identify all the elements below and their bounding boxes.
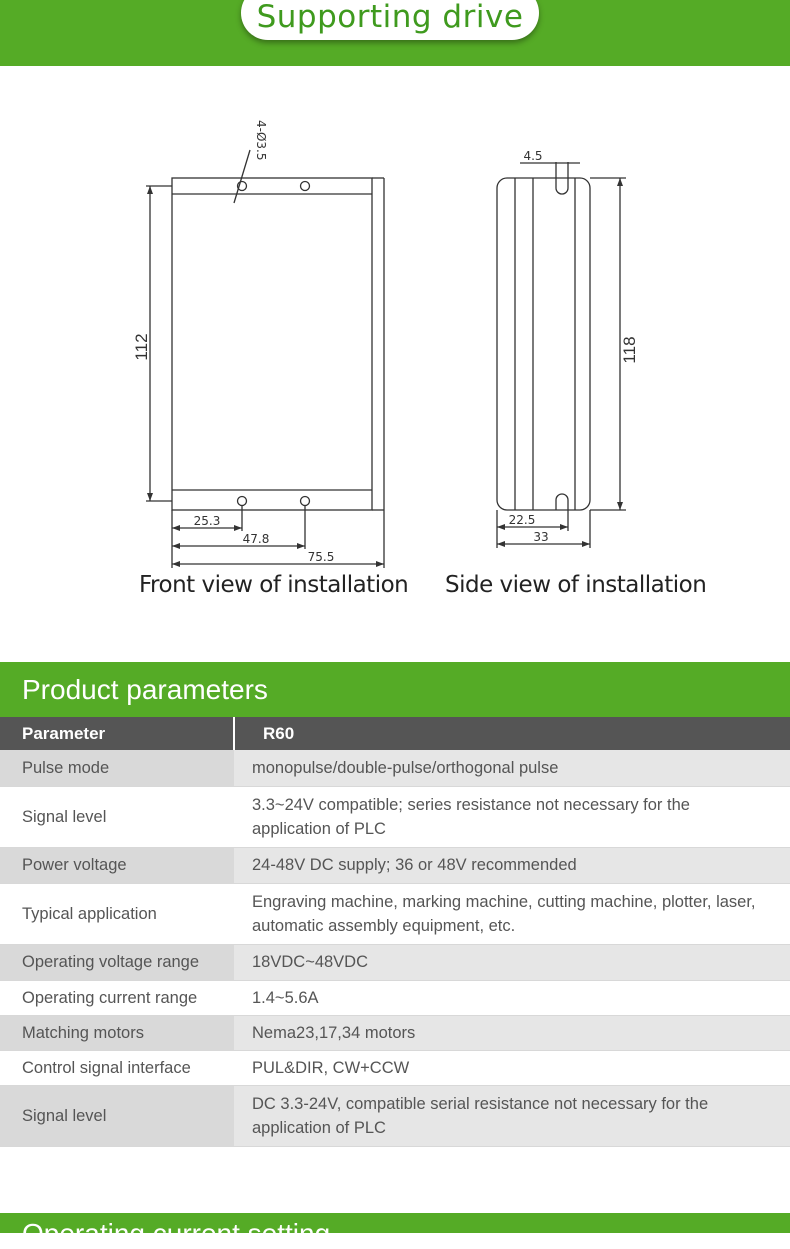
side-slot-label: 4.5 [523,149,543,163]
row-name: Signal level [0,1085,234,1146]
hole-label: 4-Ø3.5 [254,120,268,161]
table-row [0,1085,790,1146]
side-view-caption: Side view of installation [445,572,707,598]
front-mounting-holes [238,182,310,506]
table-row [0,944,790,980]
table-row [0,1050,790,1085]
front-height-label: 112 [132,333,151,361]
table-row [0,1015,790,1050]
header-bar [0,0,790,66]
front-view-outline [172,178,384,510]
side-height-label: 118 [620,336,639,364]
row-name: Operating current range [0,980,234,1015]
row-name: Pulse mode [0,750,234,786]
row-value: 1.4~5.6A [234,980,790,1015]
row-name: Operating voltage range [0,944,234,980]
row-value: Nema23,17,34 motors [234,1015,790,1050]
row-name: Power voltage [0,847,234,883]
installation-drawing [0,66,790,626]
side-view-outline [497,178,590,510]
table-row [0,750,790,786]
front-dim-3-label: 75.5 [307,550,335,564]
product-parameters-bar [0,662,790,717]
operating-current-title: Operating current setting [22,1218,331,1249]
table-row [0,980,790,1015]
row-name: Matching motors [0,1015,234,1050]
row-name: Control signal interface [0,1050,234,1085]
front-view-caption: Front view of installation [139,572,409,598]
table-header-row [0,717,790,750]
row-value: Engraving machine, marking machine, cutting machine, plotter, laser, automatic assembly equipment, etc. [234,883,790,944]
product-parameters-title: Product parameters [22,674,268,705]
table-row [0,847,790,883]
side-dim-1-label: 22.5 [508,513,536,527]
front-dim-2-label: 47.8 [242,532,270,546]
header-parameter: Parameter [0,717,234,750]
side-dim-2-label: 33 [533,530,549,544]
table-row [0,883,790,944]
front-dim-1-label: 25.3 [193,514,221,528]
table-row [0,786,790,847]
row-name: Typical application [0,883,234,944]
row-name: Signal level [0,786,234,847]
row-value: monopulse/double-pulse/orthogonal pulse [234,750,790,786]
header-model: R60 [234,717,790,750]
parameters-table [0,717,790,1147]
row-value: 18VDC~48VDC [234,944,790,980]
row-value: PUL&DIR, CW+CCW [234,1050,790,1085]
hole-leader-line [234,150,250,203]
row-value: 3.3~24V compatible; series resistance not necessary for the application of PLC [234,786,790,847]
header-title: Supporting drive [241,0,539,40]
row-value: DC 3.3-24V, compatible serial resistance not necessary for the application of PLC [234,1085,790,1146]
operating-current-bar [0,1213,790,1249]
row-value: 24-48V DC supply; 36 or 48V recommended [234,847,790,883]
